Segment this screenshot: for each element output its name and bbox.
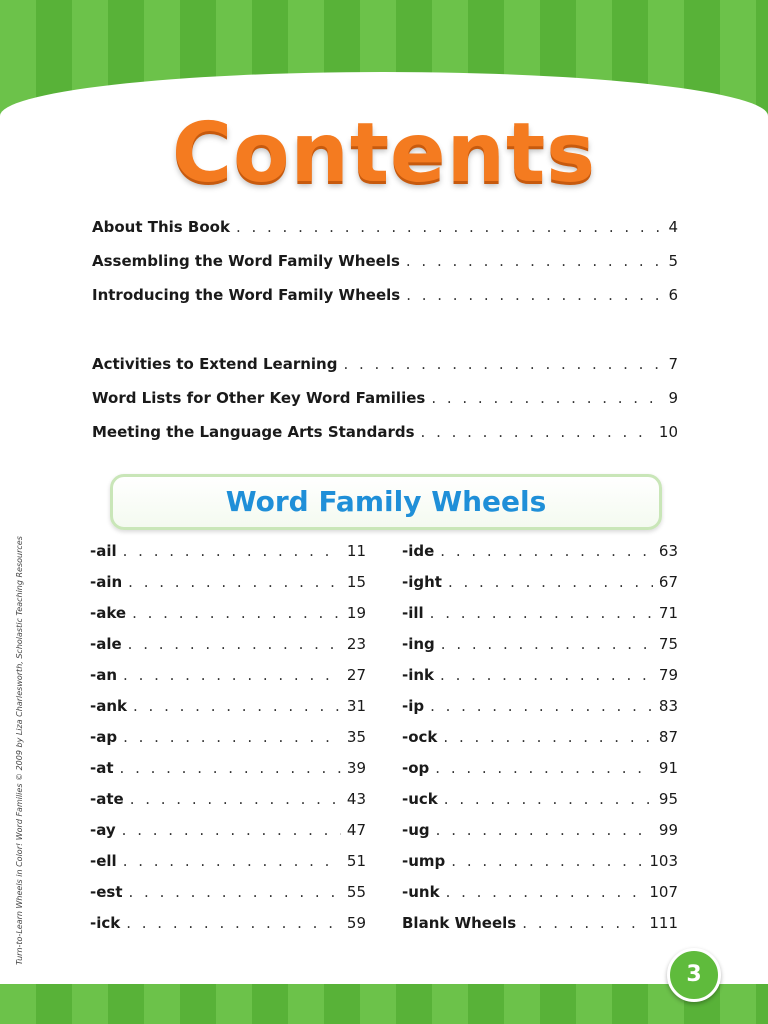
dot-leader bbox=[448, 573, 653, 591]
wheel-entry[interactable] bbox=[90, 573, 366, 604]
wheel-entry[interactable] bbox=[402, 604, 678, 635]
wheel-entry-label: -ale bbox=[90, 635, 122, 653]
wheel-entry[interactable] bbox=[402, 666, 678, 697]
wheel-entry[interactable] bbox=[402, 697, 678, 728]
toc-entry-label: Meeting the Language Arts Standards bbox=[92, 423, 415, 441]
dot-leader bbox=[123, 728, 341, 746]
wheel-entry[interactable] bbox=[402, 573, 678, 604]
page-number-badge: 3 bbox=[667, 948, 721, 1002]
wheel-entry[interactable] bbox=[402, 821, 678, 852]
wheel-entry-page: 43 bbox=[346, 790, 366, 808]
dot-leader bbox=[435, 759, 653, 777]
dot-leader bbox=[122, 821, 341, 839]
wheel-entry-page: 87 bbox=[658, 728, 678, 746]
wheel-entry-page: 99 bbox=[658, 821, 678, 839]
wheel-entry-page: 39 bbox=[346, 759, 366, 777]
wheel-entry-page: 11 bbox=[346, 542, 366, 560]
toc-entry-page: 6 bbox=[668, 286, 678, 304]
wheel-entry[interactable] bbox=[90, 790, 366, 821]
dot-leader bbox=[123, 542, 341, 560]
wheel-entry[interactable] bbox=[90, 852, 366, 883]
wheel-entry[interactable] bbox=[90, 697, 366, 728]
wheel-entry-page: 51 bbox=[346, 852, 366, 870]
wheel-entry[interactable] bbox=[402, 883, 678, 914]
wheel-entry-label: -ain bbox=[90, 573, 123, 591]
wheel-entry[interactable] bbox=[402, 759, 678, 790]
wheel-entry-label: -ap bbox=[90, 728, 118, 746]
side-credit: Turn-to-Learn Wheels in Color! Word Families © 2009 by Liza Charlesworth, Scholastic Teaching Resources bbox=[15, 536, 24, 965]
wheel-entry-page: 55 bbox=[346, 883, 366, 901]
wheel-entry-label: -ing bbox=[402, 635, 435, 653]
toc-entry[interactable] bbox=[92, 218, 678, 252]
wheel-entry-page: 111 bbox=[649, 914, 678, 932]
wheel-entry[interactable] bbox=[90, 914, 366, 945]
toc-entry[interactable] bbox=[92, 286, 678, 320]
bottom-stripe-band bbox=[0, 984, 768, 1024]
dot-leader bbox=[451, 852, 643, 870]
wheel-entry[interactable] bbox=[90, 666, 366, 697]
wheel-entry[interactable] bbox=[90, 635, 366, 666]
wheel-list-left bbox=[90, 542, 366, 945]
wheel-entry-label: -ide bbox=[402, 542, 435, 560]
toc-entry[interactable] bbox=[92, 252, 678, 286]
wheel-entry-page: 91 bbox=[658, 759, 678, 777]
dot-leader bbox=[431, 389, 662, 407]
wheel-entry-page: 19 bbox=[346, 604, 366, 622]
wheel-entry-page: 107 bbox=[649, 883, 678, 901]
wheel-entry[interactable] bbox=[90, 883, 366, 914]
wheel-entry-page: 71 bbox=[658, 604, 678, 622]
wheel-entry-page: 27 bbox=[346, 666, 366, 684]
wheel-entry[interactable] bbox=[402, 852, 678, 883]
toc-list bbox=[92, 218, 678, 457]
wheel-entry-label: -unk bbox=[402, 883, 440, 901]
wheel-entry-label: -ake bbox=[90, 604, 127, 622]
wheel-entry-label: -ill bbox=[402, 604, 424, 622]
dot-leader bbox=[123, 852, 341, 870]
dot-leader bbox=[126, 914, 341, 932]
toc-entry-page: 10 bbox=[658, 423, 678, 441]
dot-leader bbox=[120, 759, 341, 777]
wheel-entry-label: -ay bbox=[90, 821, 116, 839]
toc-entry-page: 5 bbox=[668, 252, 678, 270]
wheel-list-right bbox=[402, 542, 678, 945]
dot-leader bbox=[128, 635, 341, 653]
dot-leader bbox=[133, 697, 341, 715]
wheel-entry-label: -ug bbox=[402, 821, 430, 839]
dot-leader bbox=[441, 635, 653, 653]
dot-leader bbox=[446, 883, 644, 901]
wheel-entry[interactable] bbox=[402, 542, 678, 573]
dot-leader bbox=[440, 542, 653, 560]
dot-leader bbox=[436, 821, 653, 839]
toc-entry-label: About This Book bbox=[92, 218, 230, 236]
wheel-entry-page: 35 bbox=[346, 728, 366, 746]
dot-leader bbox=[421, 423, 653, 441]
wheel-entry-page: 75 bbox=[658, 635, 678, 653]
toc-entry-label: Assembling the Word Family Wheels bbox=[92, 252, 400, 270]
wheel-entry[interactable] bbox=[90, 759, 366, 790]
dot-leader bbox=[440, 666, 653, 684]
wheel-entry-label: -ate bbox=[90, 790, 124, 808]
dot-leader bbox=[430, 604, 653, 622]
toc-entry-label: Word Lists for Other Key Word Families bbox=[92, 389, 426, 407]
wheel-entry-page: 23 bbox=[346, 635, 366, 653]
toc-entry[interactable] bbox=[92, 355, 678, 389]
wheel-entry-label: -ell bbox=[90, 852, 117, 870]
dot-leader bbox=[406, 252, 663, 270]
wheel-entry-page: 83 bbox=[658, 697, 678, 715]
wheel-entry-page: 63 bbox=[658, 542, 678, 560]
wheel-entry-label: Blank Wheels bbox=[402, 914, 517, 932]
dot-leader bbox=[430, 697, 653, 715]
dot-leader bbox=[444, 790, 653, 808]
wheel-entry-page: 59 bbox=[346, 914, 366, 932]
wheel-entry[interactable] bbox=[90, 728, 366, 759]
wheel-entry-label: -at bbox=[90, 759, 114, 777]
wheel-entry-label: -ank bbox=[90, 697, 128, 715]
dot-leader bbox=[443, 728, 653, 746]
dot-leader bbox=[129, 883, 341, 901]
dot-leader bbox=[130, 790, 341, 808]
wheel-entry-label: -ick bbox=[90, 914, 121, 932]
toc-entry[interactable] bbox=[92, 423, 678, 457]
toc-entry-page: 4 bbox=[668, 218, 678, 236]
wheel-entry[interactable] bbox=[90, 542, 366, 573]
dot-leader bbox=[128, 573, 341, 591]
dot-leader bbox=[406, 286, 662, 304]
wheel-entry-label: -est bbox=[90, 883, 123, 901]
wheel-entry-label: -uck bbox=[402, 790, 438, 808]
dot-leader bbox=[132, 604, 341, 622]
page-title: Contents bbox=[171, 106, 597, 201]
wheel-entry-label: -ump bbox=[402, 852, 446, 870]
dot-leader bbox=[123, 666, 341, 684]
wheel-entry[interactable] bbox=[402, 728, 678, 759]
wheel-entry-label: -ail bbox=[90, 542, 117, 560]
wheel-entry-page: 103 bbox=[649, 852, 678, 870]
wheel-entry[interactable] bbox=[402, 914, 678, 945]
wheel-entry-page: 67 bbox=[658, 573, 678, 591]
wheel-entry-page: 79 bbox=[658, 666, 678, 684]
wheel-entry[interactable] bbox=[90, 821, 366, 852]
wheel-entry-label: -ight bbox=[402, 573, 442, 591]
dot-leader bbox=[236, 218, 663, 236]
wheel-entry-label: -ock bbox=[402, 728, 438, 746]
toc-entry[interactable] bbox=[92, 389, 678, 423]
toc-entry-page: 9 bbox=[668, 389, 678, 407]
wheel-entry-page: 95 bbox=[658, 790, 678, 808]
wheel-entry-page: 47 bbox=[346, 821, 366, 839]
toc-entry-page: 7 bbox=[668, 355, 678, 373]
toc-entry-label: Introducing the Word Family Wheels bbox=[92, 286, 401, 304]
wheel-entry-page: 31 bbox=[346, 697, 366, 715]
wheel-entry-label: -an bbox=[90, 666, 118, 684]
wheel-entry-label: -ink bbox=[402, 666, 435, 684]
toc-entry-label: Activities to Extend Learning bbox=[92, 355, 338, 373]
dot-leader bbox=[343, 355, 662, 373]
wheel-entry-page: 15 bbox=[346, 573, 366, 591]
wheel-entry[interactable] bbox=[402, 635, 678, 666]
wheel-entry-label: -op bbox=[402, 759, 430, 777]
section-banner: Word Family Wheels bbox=[110, 474, 662, 530]
wheel-entry[interactable] bbox=[402, 790, 678, 821]
wheel-entry[interactable] bbox=[90, 604, 366, 635]
wheel-entry-label: -ip bbox=[402, 697, 425, 715]
dot-leader bbox=[522, 914, 643, 932]
